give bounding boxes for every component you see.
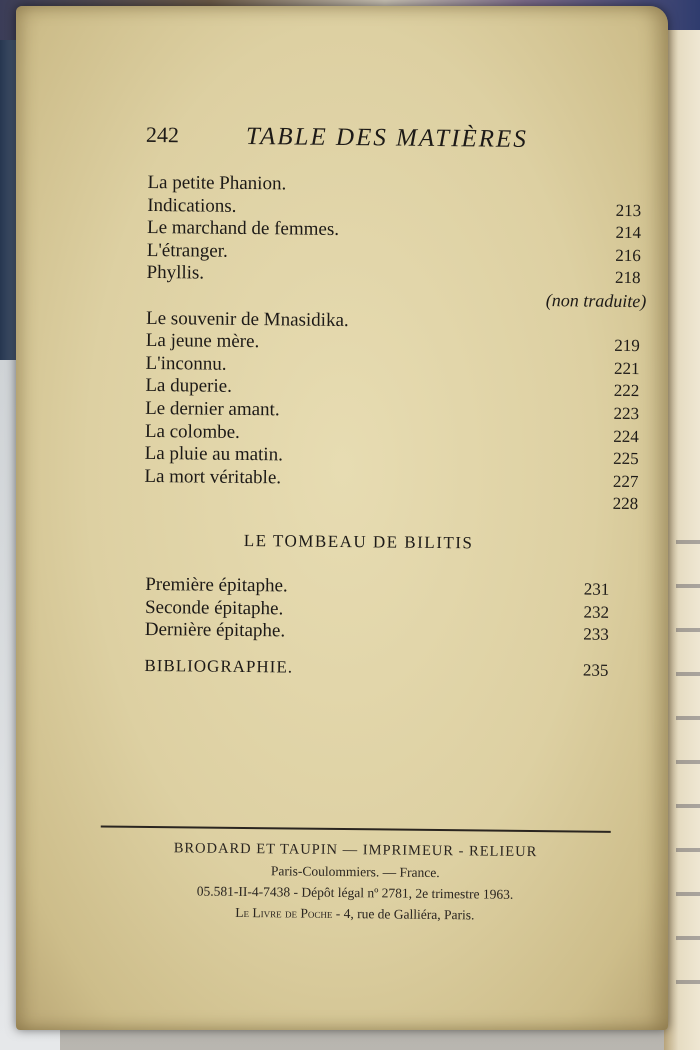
printer-line: BRODARD ET TAUPIN — IMPRIMEUR - RELIEUR xyxy=(173,840,538,861)
entry-page: 225 xyxy=(613,448,639,469)
footer-divider xyxy=(101,825,611,832)
facing-page-text-fragments xyxy=(676,500,700,1000)
entry-page: 224 xyxy=(613,426,639,446)
publisher-address: - 4, rue de Galliéra, Paris. xyxy=(332,905,475,923)
entry-page: 223 xyxy=(613,403,640,424)
entry-title: Le dernier amant. xyxy=(145,397,280,421)
page-content xyxy=(11,3,674,1034)
entry-title: Première épitaphe. xyxy=(145,573,288,597)
city-line: Paris-Coulommiers. — France. xyxy=(270,863,440,881)
entry-title: L'étranger. xyxy=(146,239,228,262)
entry-page: 231 xyxy=(583,579,610,599)
legal-deposit-line: 05.581-II-4-7438 - Dépôt légal nº 2781, 2e trimestre 1963. xyxy=(196,883,514,902)
entry-title: L'inconnu. xyxy=(145,352,227,375)
toc-entries xyxy=(144,172,648,516)
section-entries xyxy=(145,574,616,647)
entry-page: 214 xyxy=(615,223,642,243)
entry-page: 227 xyxy=(612,471,639,491)
entry-page: 213 xyxy=(615,200,642,220)
publisher-name: Le Livre de Poche xyxy=(235,904,333,921)
section-heading: LE TOMBEAU DE BILITIS xyxy=(243,530,474,553)
entry-page: 222 xyxy=(613,381,640,401)
entry-title: Le marchand de femmes. xyxy=(146,217,340,241)
book-page xyxy=(16,6,668,1030)
entry-title: La jeune mère. xyxy=(145,330,260,353)
toc-entry xyxy=(144,488,644,516)
entry-page: 221 xyxy=(613,358,640,378)
entry-note: (non traduite) xyxy=(545,290,647,312)
bibliography-title: BIBLIOGRAPHIE. xyxy=(144,655,294,677)
entry-page: 218 xyxy=(614,268,641,288)
entry-title: La duperie. xyxy=(145,375,232,398)
entry-page: 233 xyxy=(583,624,609,644)
entry-title: La petite Phanion. xyxy=(147,171,287,195)
entry-title: Seconde épitaphe. xyxy=(144,596,284,619)
entry-title: Indications. xyxy=(147,194,237,217)
page-title: TABLE DES MATIÈRES xyxy=(245,122,528,153)
bibliography-page: 235 xyxy=(582,660,609,680)
entry-title: Le souvenir de Mnasidika. xyxy=(145,307,349,331)
entry-title: La colombe. xyxy=(144,420,240,443)
entry-title: Phyllis. xyxy=(146,262,205,284)
entry-page: 216 xyxy=(615,245,641,265)
entry-title: Dernière épitaphe. xyxy=(144,619,286,642)
toc-entry xyxy=(145,619,615,647)
entry-page: 228 xyxy=(612,494,639,514)
entry-title: La pluie au matin. xyxy=(144,443,284,466)
entry-page: 232 xyxy=(583,602,610,622)
colophon xyxy=(100,837,611,926)
entry-page: 219 xyxy=(614,335,640,356)
bibliography-entry xyxy=(144,656,614,685)
entry-title: La mort véritable. xyxy=(144,465,282,489)
page-number: 242 xyxy=(145,121,180,148)
publisher-line xyxy=(100,900,610,926)
